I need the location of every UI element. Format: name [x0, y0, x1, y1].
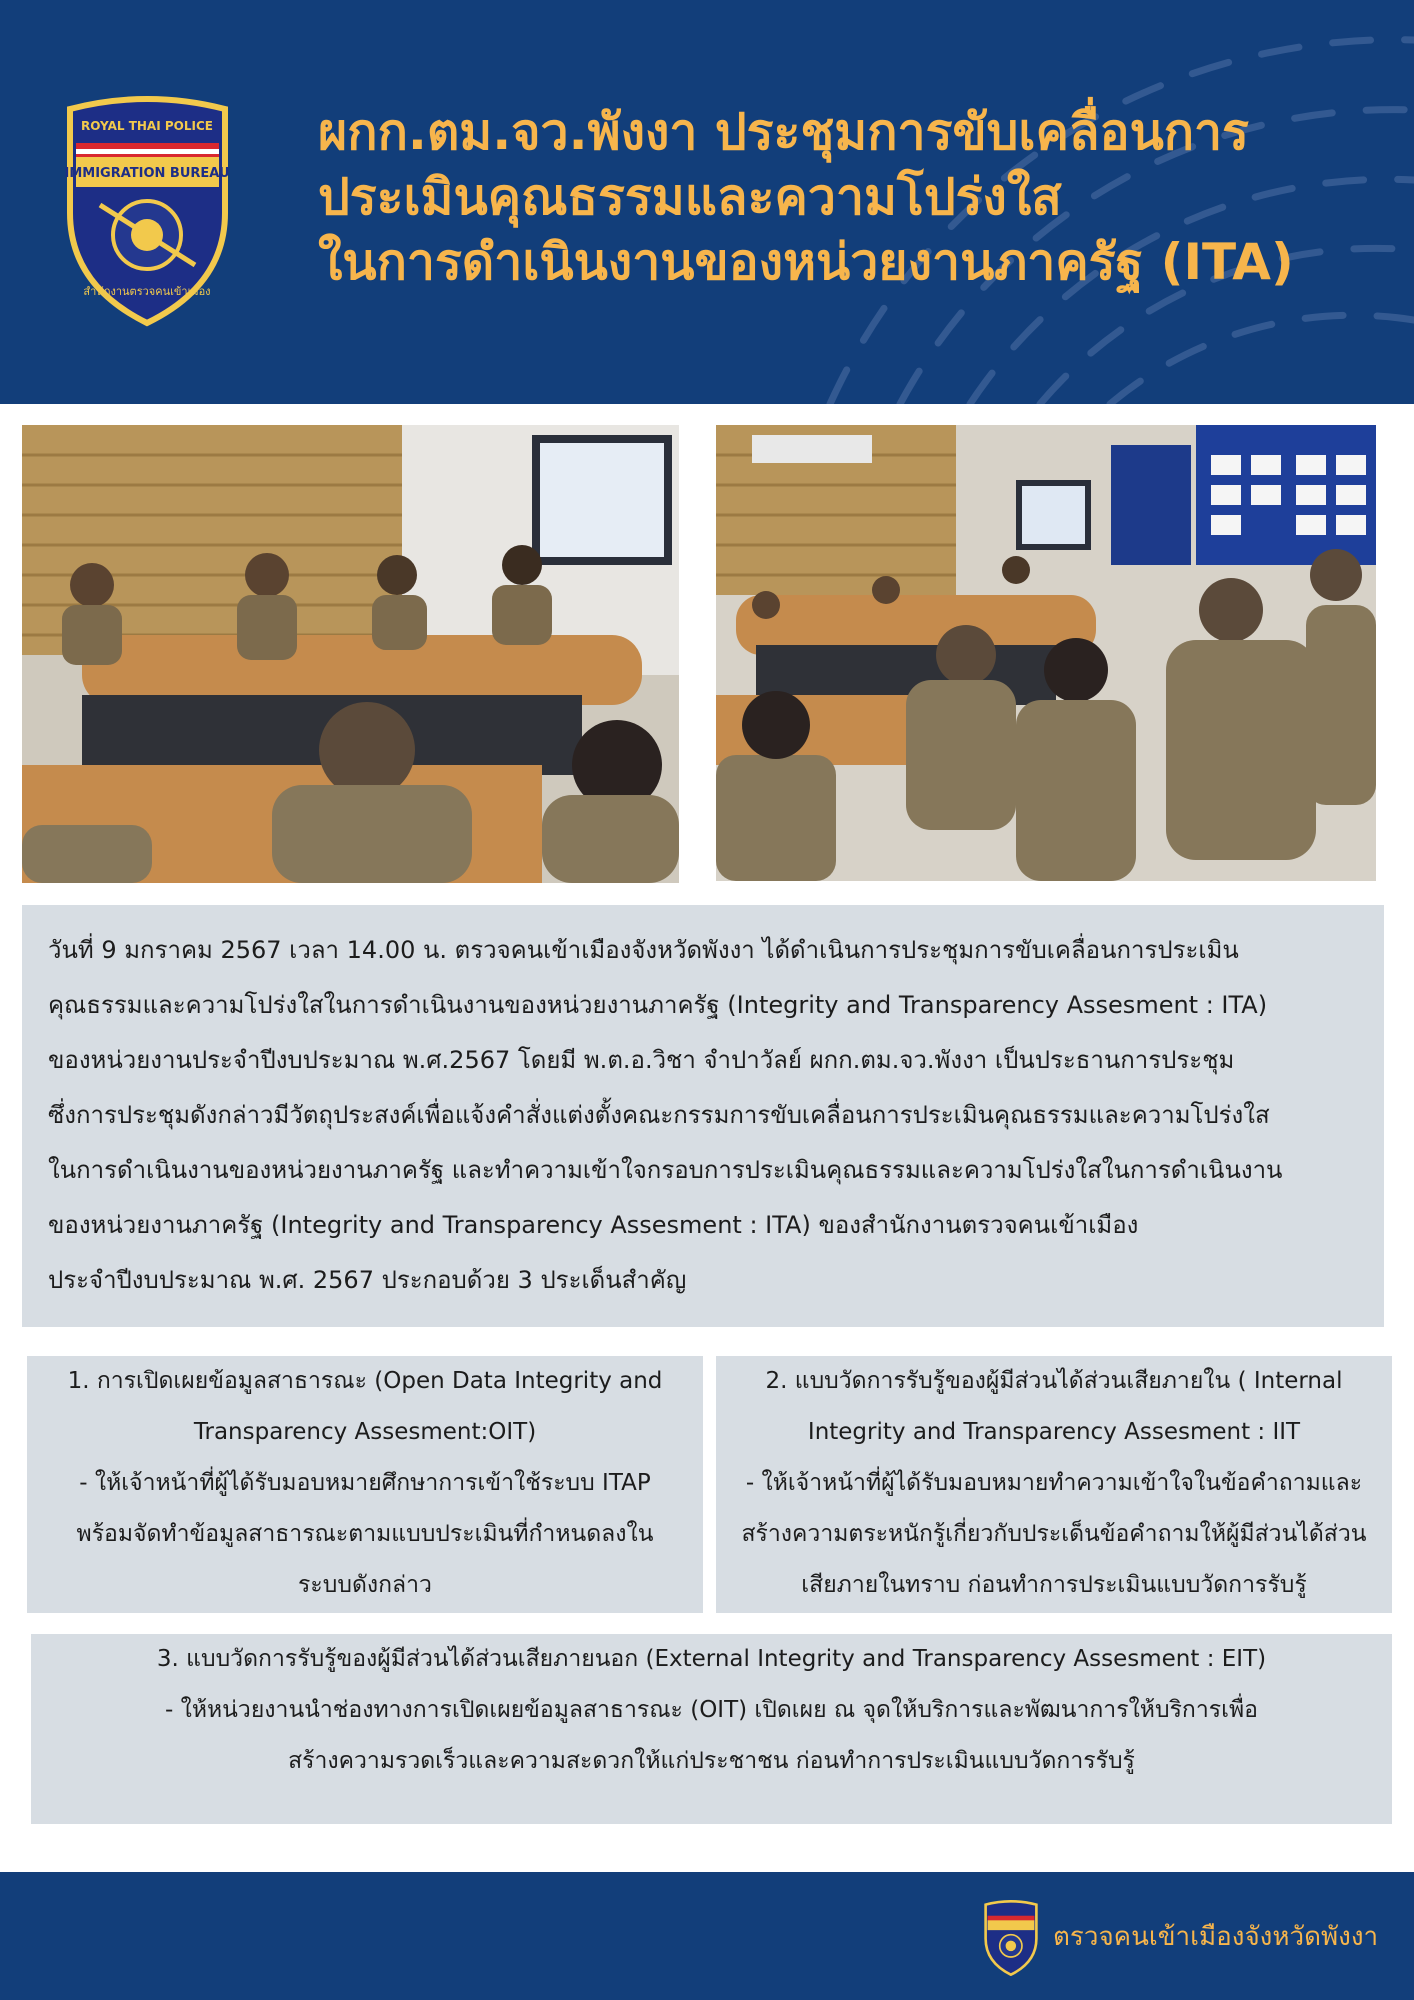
- point-box-iit: [716, 1356, 1392, 1613]
- point-line: - ให้เจ้าหน้าที่ผู้ได้รับมอบหมายศึกษาการเข้าใช้ระบบ ITAP: [79, 1470, 651, 1496]
- title-line-2: ประเมินคุณธรรมและความโปร่งใส: [318, 168, 1062, 226]
- point-box-eit: [31, 1634, 1392, 1824]
- point-line: 3. แบบวัดการรับรู้ของผู้มีส่วนได้ส่วนเสียภายนอก (External Integrity and Transparency Assesment : EIT): [156, 1646, 1267, 1672]
- point-line: Integrity and Transparency Assesment : IIT: [807, 1419, 1301, 1445]
- point-box-oit: [27, 1356, 703, 1613]
- title-line-1: ผกก.ตม.จว.พังงา ประชุมการขับเคลื่อนการ: [318, 103, 1249, 161]
- badge-bottom-text: สำนักงานตรวจคนเข้าเมือง: [83, 285, 211, 298]
- point-line: พร้อมจัดทำข้อมูลสาธารณะตามแบบประเมินที่กำหนดลงใน: [76, 1521, 654, 1547]
- footer-banner: [0, 1872, 1414, 2000]
- intro-line: ของหน่วยงานภาครัฐ (Integrity and Transparency Assesment : ITA) ของสำนักงานตรวจคนเข้าเมือง: [48, 1211, 1139, 1239]
- point-line: สร้างความตระหนักรู้เกี่ยวกับประเด็นข้อคำถามให้ผู้มีส่วนได้ส่วน: [741, 1521, 1367, 1547]
- intro-line: ของหน่วยงานประจำปีงบประมาณ พ.ศ.2567 โดยมี พ.ต.อ.วิชา จำปาวัลย์ ผกก.ตม.จว.พังงา เป็นประธานการประชุม: [48, 1046, 1235, 1074]
- intro-line: ประจำปีงบประมาณ พ.ศ. 2567 ประกอบด้วย 3 ประเด็นสำคัญ: [48, 1266, 687, 1294]
- point-line: 1. การเปิดเผยข้อมูลสาธารณะ (Open Data Integrity and: [67, 1368, 663, 1394]
- badge-band-text: IMMIGRATION BUREAU: [64, 166, 230, 181]
- intro-line: คุณธรรมและความโปร่งใสในการดำเนินงานของหน่วยงานภาครัฐ (Integrity and Transparency Assesment : ITA): [48, 991, 1268, 1019]
- intro-line: วันที่ 9 มกราคม 2567 เวลา 14.00 น. ตรวจคนเข้าเมืองจังหวัดพังงา ได้ดำเนินการประชุมการขับเคลื่อนการประเมิน: [48, 936, 1239, 964]
- header-banner: [0, 0, 1414, 404]
- footer-org-name: ตรวจคนเข้าเมืองจังหวัดพังงา: [1053, 1922, 1379, 1952]
- meeting-photo-right: [716, 425, 1376, 881]
- title-line-3: ในการดำเนินงานของหน่วยงานภาครัฐ (ITA): [318, 233, 1294, 291]
- point-line: ระบบดังกล่าว: [298, 1572, 432, 1598]
- point-line: เสียภายในทราบ ก่อนทำการประเมินแบบวัดการรับรู้: [801, 1572, 1307, 1598]
- page-title: [318, 100, 1398, 295]
- intro-panel: [22, 905, 1384, 1327]
- police-badge-icon: [60, 95, 235, 327]
- point-line: - ให้หน่วยงานนำช่องทางการเปิดเผยข้อมูลสาธารณะ (OIT) เปิดเผย ณ จุดให้บริการและพัฒนาการให้บริการเพื่อ: [165, 1697, 1258, 1723]
- point-line: สร้างความรวดเร็วและความสะดวกให้แก่ประชาชน ก่อนทำการประเมินแบบวัดการรับรู้: [288, 1748, 1135, 1774]
- point-line: 2. แบบวัดการรับรู้ของผู้มีส่วนได้ส่วนเสียภายใน ( Internal: [765, 1368, 1343, 1394]
- meeting-photo-left: [22, 425, 679, 883]
- badge-top-text: ROYAL THAI POLICE: [81, 119, 213, 133]
- point-line: - ให้เจ้าหน้าที่ผู้ได้รับมอบหมายทำความเข้าใจในข้อคำถามและ: [745, 1470, 1363, 1496]
- point-line: Transparency Assesment:OIT): [193, 1419, 537, 1445]
- intro-line: ในการดำเนินงานของหน่วยงานภาครัฐ และทำความเข้าใจกรอบการประเมินคุณธรรมและความโปร่งใสในการดำเนินงาน: [48, 1156, 1283, 1184]
- intro-line: ซึ่งการประชุมดังกล่าวมีวัตถุประสงค์เพื่อแจ้งคำสั่งแต่งตั้งคณะกรรมการขับเคลื่อนการประเมินคุณธรรมและความโปร่งใส: [48, 1101, 1270, 1129]
- footer-badge-icon: [982, 1900, 1040, 1976]
